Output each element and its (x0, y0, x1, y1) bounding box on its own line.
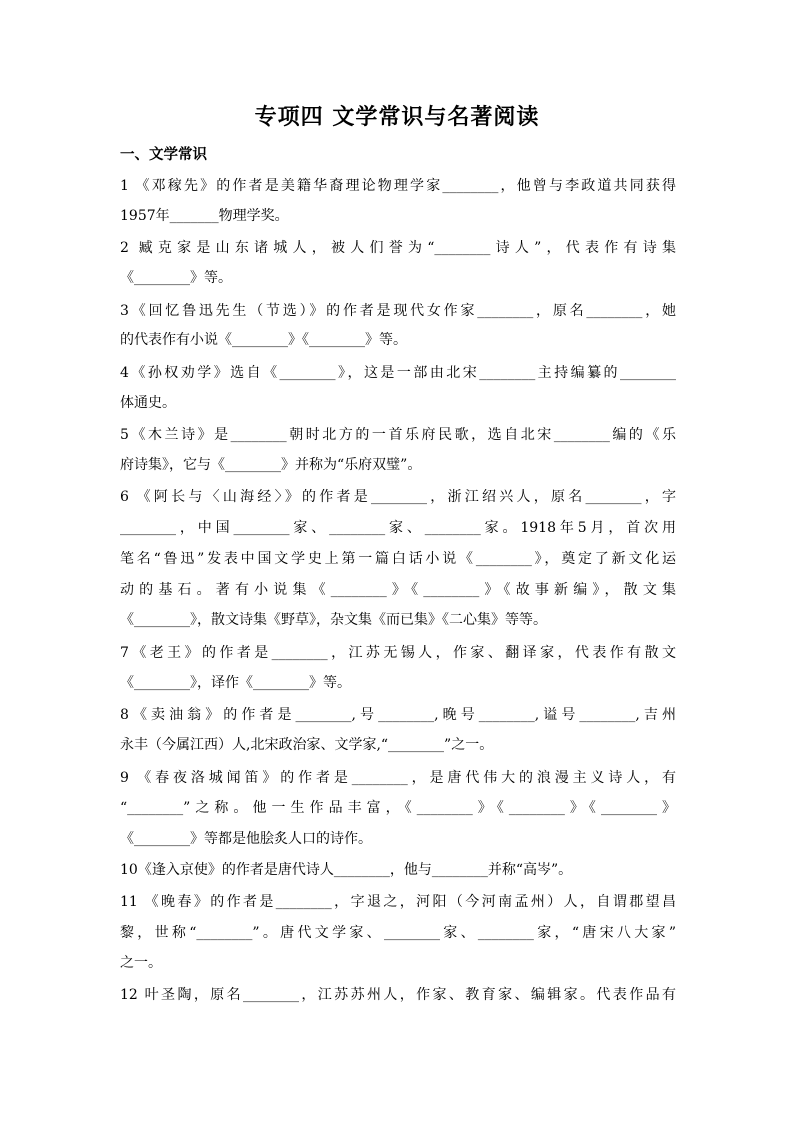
text-line: 2 臧克家是山东诸城人，被人们誉为“________诗人”，代表作有诗集 (120, 240, 676, 256)
text-line: 《________》等都是他脍炙人口的诗作。 (120, 831, 372, 847)
text-line: 《________》，散文诗集《野草》，杂文集《而已集》《二心集》等等。 (120, 612, 547, 628)
text-line: 8《卖油翁》的作者是________,号________,晚号________,谥号________,吉州 (120, 707, 676, 723)
text-line: 《________》，译作《________》等。 (120, 675, 351, 691)
text-line: 4《孙权劝学》选自《________》，这是一部由北宋________主持编纂的________ (120, 365, 676, 381)
text-line: 《________》等。 (120, 270, 232, 286)
text-line: 11 《晚春》的作者是________，字退之，河阳（今河南孟州）人，自谓郡望昌 (120, 894, 676, 910)
text-line: “________”之称。他一生作品丰富，《________》《________》《________》 (120, 800, 676, 816)
section-heading: 一、文学常识 (120, 147, 207, 163)
text-line: 动的基石。著有小说集《________》《________》《故事新编》，散文集 (120, 582, 676, 598)
text-line: 9 《春夜洛城闻笛》的作者是________，是唐代伟大的浪漫主义诗人，有 (120, 770, 676, 786)
text-line: 体通史。 (120, 395, 176, 411)
text-line: 7《老王》的作者是________，江苏无锡人，作家、翻译家，代表作有散文 (120, 645, 676, 661)
page-title: 专项四 文学常识与名著阅读 (254, 105, 540, 130)
text-line: 1957年_______物理学奖。 (120, 208, 289, 224)
text-line: 笔名“鲁迅”发表中国文学史上第一篇白话小说《________》，奠定了新文化运 (120, 551, 676, 567)
text-line: 3《回忆鲁迅先生（节选）》的作者是现代女作家________，原名________，她 (120, 303, 676, 319)
text-line: 5《木兰诗》是________朝时北方的一首乐府民歌，选自北宋________编的《乐 (120, 427, 676, 443)
text-line: 黎，世称“________”。唐代文学家、________家、________家，“唐宋八大家” (120, 925, 676, 941)
text-line: 12 叶圣陶，原名________，江苏苏州人，作家、教育家、编辑家。代表作品有 (120, 987, 676, 1003)
text-line: 1 《邓稼先》的作者是美籍华裔理论物理学家________，他曾与李政道共同获得 (120, 178, 676, 194)
text-line: 的代表作有小说《________》《________》等。 (120, 332, 407, 348)
text-line: 10《逢入京使》的作者是唐代诗人________，他与________并称“高岑”。 (120, 862, 573, 878)
text-line: 永丰（今属江西）人,北宋政治家、文学家,“________”之一。 (120, 737, 494, 753)
text-line: 6 《阿长与〈山海经〉》的作者是________，浙江绍兴人，原名________，字 (120, 489, 676, 505)
text-line: ________，中国________家、________家、________家。1918年5月，首次用 (120, 520, 676, 536)
text-line: 府诗集》，它与《________》并称为“乐府双璧”。 (120, 457, 422, 473)
text-line: 之一。 (120, 955, 162, 971)
